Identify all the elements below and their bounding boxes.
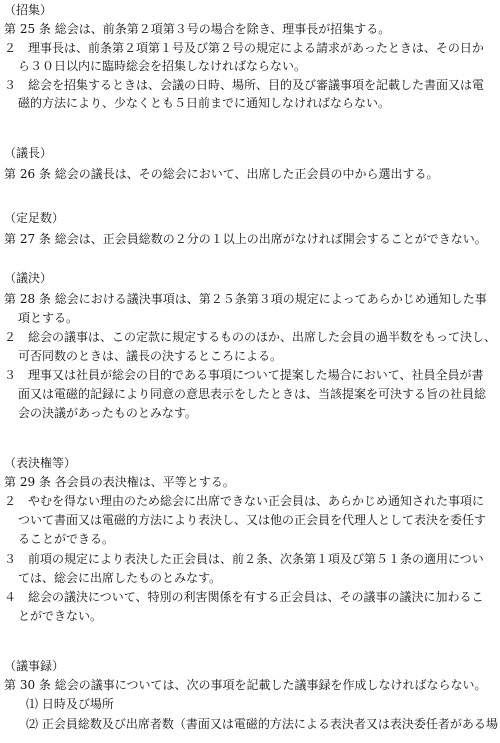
clause-text: ４ 総会の議決について、特別の利害関係を有する正会員は、その議事の議決に加わるこ [4, 590, 484, 604]
article-text: 第 28 条 総会における議決事項は、第２５条第３項の規定によってあらかじめ通知した事 [4, 292, 487, 306]
article-text: 第 30 条 総会の議事については、次の事項を記載した議事録を作成しなければならない。 [4, 678, 487, 692]
article-text: 第 26 条 総会の議長は、その総会において、出席した正会員の中から選出する。 [4, 167, 439, 181]
clause-text-cont: 会の決議があったものとみなす。 [18, 406, 197, 420]
clause-text: ３ 理事又は社員が総会の目的である事項について提案した場合において、社員全員が書 [4, 368, 484, 382]
clause-text-cont: ては、総会に出席したものとみなす。 [18, 571, 222, 585]
clause-text: ２ 総会の議事は、この定款に規定するもののほか、出席した会員の過半数をもって決し、 [4, 330, 497, 344]
clause-text: ２ やむを得ない理由のため総会に出席できない正会員は、あらかじめ通知された事項に [4, 494, 485, 508]
clause-text-cont: ついて書面又は電磁的方法により表決し、又は他の正会員を代理人として表決を委任す [18, 513, 487, 527]
article-text: 第 25 条 総会は、前条第２項第３号の場合を除き、理事長が招集する。 [4, 22, 391, 36]
clause-text-cont: 磁的方法により、少なくとも５日前までに通知しなければならない。 [18, 96, 391, 110]
section-heading: （表決権等） [4, 456, 77, 470]
clause-text-cont: 可否同数のときは、議長の決するところによる。 [18, 349, 283, 363]
section-heading: （議事録） [4, 659, 65, 673]
clause-text-cont: 面又は電磁的記録により同意の意思表示をしたときは、当該提案を可決する旨の社員総 [18, 387, 487, 401]
article-text: 第 27 条 総会は、正会員総数の２分の１以上の出席がなければ開会することができない。 [4, 232, 487, 246]
section-heading: （議長） [4, 146, 53, 160]
clause-text-cont: とができない。 [18, 609, 103, 623]
clause-text-cont: ら３０日以内に臨時総会を招集しなければならない。 [18, 59, 307, 73]
section-heading: （招集） [4, 3, 53, 17]
clause-text-cont: ることができる。 [18, 532, 115, 546]
clause-text: ３ 総会を招集するときは、会議の日時、場所、目的及び審議事項を記載した書面又は電 [4, 78, 485, 92]
list-item: ⑵ 正会員総数及び出席者数（書面又は電磁的方法による表決者又は表決委任者がある場 [26, 717, 498, 731]
section-heading: （定足数） [4, 211, 65, 225]
article-text: 第 29 条 各会員の表決権は、平等とする。 [4, 475, 235, 489]
clause-text: ２ 理事長は、前条第２項第１号及び第２号の規定による請求があったときは、その日か [4, 41, 484, 55]
section-heading: （議決） [4, 271, 53, 285]
clause-text: ３ 前項の規定により表決した正会員は、前２条、次条第１項及び第５１条の適用につい [4, 552, 484, 566]
article-text-cont: 項とする。 [18, 311, 79, 325]
list-item: ⑴ 日時及び場所 [26, 697, 114, 711]
